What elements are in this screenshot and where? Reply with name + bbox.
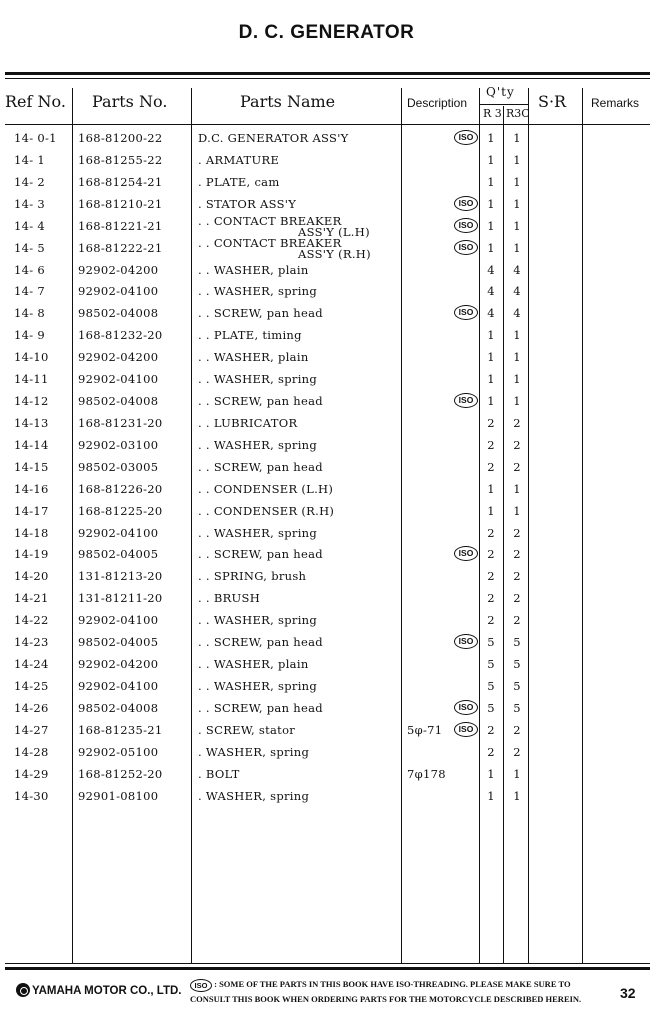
header-sr: S·R: [538, 92, 567, 111]
table-row: [0, 263, 653, 285]
page-title: D. C. GENERATOR: [238, 22, 415, 43]
table-row: [0, 723, 653, 745]
qty-r3: 1: [487, 196, 495, 211]
qty-r3c: 1: [513, 394, 521, 409]
ref-number: 14-29: [14, 766, 49, 781]
qty-r3: 1: [487, 240, 495, 255]
qty-r3c: 1: [513, 503, 521, 518]
part-number: 92901-08100: [78, 788, 159, 803]
part-number: 92902-04100: [78, 679, 159, 693]
part-number: 92902-03100: [78, 437, 159, 452]
ref-number: 14- 7: [14, 284, 45, 299]
qty-r3c: 1: [513, 766, 521, 781]
iso-mark-icon: ISO: [190, 979, 212, 992]
qty-r3: 5: [487, 679, 495, 693]
part-number: 92902-04100: [78, 284, 159, 299]
qty-r3c: 2: [513, 722, 521, 737]
qty-r3c: 1: [513, 152, 521, 167]
iso-mark-icon: [454, 545, 478, 561]
part-name: . . WASHER, plain: [198, 350, 309, 365]
part-name: . . SCREW, pan head: [198, 635, 323, 650]
table-row: [0, 235, 653, 263]
qty-r3: 2: [487, 722, 495, 737]
table-row: [0, 153, 653, 175]
top-rule-thick: [5, 72, 650, 75]
table-row: [0, 284, 653, 306]
iso-badge-label: ISO: [454, 546, 478, 561]
part-name: . . CONDENSER (L.H): [198, 481, 334, 496]
bottom-rule-thick: [5, 967, 650, 970]
part-number: 168-81226-20: [78, 481, 163, 496]
part-name: . STATOR ASS'Y: [198, 196, 297, 211]
qty-r3c: 2: [513, 591, 521, 606]
qty-r3: 1: [487, 503, 495, 518]
qty-r3: 1: [487, 131, 495, 145]
part-name-continued: ASS'Y (R.H): [298, 246, 371, 261]
part-number: 168-81252-20: [78, 766, 163, 781]
qty-r3c: 4: [513, 284, 521, 299]
table-row: [0, 306, 653, 328]
part-name: . ARMATURE: [198, 152, 280, 167]
qty-r3: 2: [487, 591, 495, 606]
part-name: . . SCREW, pan head: [198, 306, 323, 321]
qty-r3: 2: [487, 437, 495, 452]
qty-r3c: 5: [513, 700, 521, 715]
qty-r3c: 2: [513, 569, 521, 584]
ref-number: 14-13: [14, 415, 49, 430]
table-row: [0, 131, 653, 153]
part-number: 98502-03005: [78, 459, 159, 474]
header-ref-no: Ref No.: [5, 92, 66, 111]
iso-badge-label: ISO: [454, 130, 478, 145]
qty-r3c: 5: [513, 635, 521, 650]
part-name: . . SCREW, pan head: [198, 394, 323, 409]
iso-badge-label: ISO: [454, 393, 478, 408]
qty-subheader-rule: [479, 104, 528, 105]
table-row: [0, 657, 653, 679]
table-row: [0, 350, 653, 372]
qty-r3c: 2: [513, 415, 521, 430]
table-row: [0, 547, 653, 569]
qty-r3c: 1: [513, 174, 521, 189]
qty-r3c: 1: [513, 328, 521, 343]
qty-r3: 2: [487, 569, 495, 584]
footnote-line-1: : SOME OF THE PARTS IN THIS BOOK HAVE ISO-THREADING. PLEASE MAKE SURE TO: [214, 979, 571, 989]
table-row: [0, 635, 653, 657]
part-name: . PLATE, cam: [198, 174, 280, 189]
qty-r3c: 1: [513, 350, 521, 365]
part-number: 168-81255-22: [78, 152, 163, 167]
ref-number: 14-12: [14, 394, 49, 409]
table-row: [0, 591, 653, 613]
ref-number: 14-15: [14, 459, 49, 474]
iso-mark-icon: [454, 721, 478, 737]
ref-number: 14-20: [14, 569, 49, 584]
ref-number: 14-16: [14, 481, 49, 496]
part-number: 168-81200-22: [78, 131, 163, 145]
ref-number: 14- 1: [14, 152, 45, 167]
part-name: . . WASHER, plain: [198, 262, 309, 277]
part-number: 98502-04008: [78, 700, 159, 715]
description-value: 5φ-71: [407, 722, 443, 737]
iso-badge-label: ISO: [454, 196, 478, 211]
part-number: 98502-04008: [78, 306, 159, 321]
company-name: YAMAHA MOTOR CO., LTD.: [32, 985, 182, 997]
iso-badge-label: ISO: [454, 634, 478, 649]
qty-r3: 4: [487, 306, 495, 321]
ref-number: 14-18: [14, 525, 49, 540]
part-name: . . SCREW, pan head: [198, 459, 323, 474]
table-row: [0, 394, 653, 416]
iso-badge-label: ISO: [454, 218, 478, 233]
qty-r3c: 1: [513, 788, 521, 803]
qty-r3: 2: [487, 459, 495, 474]
qty-r3: 1: [487, 394, 495, 409]
qty-r3c: 1: [513, 196, 521, 211]
ref-number: 14- 2: [14, 174, 45, 189]
qty-r3: 5: [487, 700, 495, 715]
iso-mark-icon: [454, 239, 478, 255]
qty-r3: 2: [487, 415, 495, 430]
iso-mark-icon: [454, 392, 478, 408]
ref-number: 14-30: [14, 788, 49, 803]
header-parts-name: Parts Name: [240, 92, 336, 111]
iso-badge-label: ISO: [454, 722, 478, 737]
footnote-line-2: CONSULT THIS BOOK WHEN ORDERING PARTS FOR THE MOTORCYCLE DESCRIBED HEREIN.: [190, 993, 582, 1004]
header-rule: [5, 124, 650, 125]
part-name: . . PLATE, timing: [198, 328, 302, 343]
ref-number: 14- 8: [14, 306, 45, 321]
ref-number: 14-10: [14, 350, 49, 365]
header-remarks: Remarks: [591, 96, 640, 110]
top-rule-thin: [5, 78, 650, 79]
part-name-continued: ASS'Y (L.H): [298, 224, 370, 239]
qty-r3c: 2: [513, 437, 521, 452]
ref-number: 14-28: [14, 744, 49, 759]
part-number: 168-81221-21: [78, 218, 163, 233]
qty-r3c: 2: [513, 459, 521, 474]
part-name: . . SCREW, pan head: [198, 547, 323, 562]
part-name: . . CONDENSER (R.H): [198, 503, 335, 518]
qty-r3c: 1: [513, 240, 521, 255]
qty-r3c: 1: [513, 481, 521, 496]
qty-r3c: 5: [513, 679, 521, 693]
header-parts-no: Parts No.: [92, 92, 168, 111]
qty-r3: 5: [487, 657, 495, 672]
qty-r3: 2: [487, 744, 495, 759]
qty-r3c: 1: [513, 218, 521, 233]
part-name: . . LUBRICATOR: [198, 415, 298, 430]
table-row: [0, 526, 653, 548]
table-row: [0, 767, 653, 789]
bottom-rule-thin: [5, 963, 650, 964]
qty-r3: 2: [487, 613, 495, 628]
qty-r3: 4: [487, 262, 495, 277]
ref-number: 14-11: [14, 372, 49, 387]
table-row: [0, 460, 653, 482]
qty-r3c: 5: [513, 657, 521, 672]
company-logo: [16, 983, 182, 997]
part-name: . . SCREW, pan head: [198, 700, 323, 715]
table-row: [0, 482, 653, 504]
qty-r3: 4: [487, 284, 495, 299]
part-name: . . CONTACT BREAKER: [198, 235, 342, 250]
yamaha-tuning-fork-icon: [16, 983, 30, 997]
qty-r3: 1: [487, 152, 495, 167]
ref-number: 14-24: [14, 657, 49, 672]
qty-r3: 5: [487, 635, 495, 650]
qty-r3c: 2: [513, 547, 521, 562]
part-number: 92902-05100: [78, 744, 159, 759]
part-name: . BOLT: [198, 766, 240, 781]
iso-mark-icon: [454, 195, 478, 211]
header-qty: Q'ty: [486, 85, 515, 99]
page-number: 32: [620, 985, 636, 1001]
part-number: 92902-04200: [78, 262, 159, 277]
description-value: 7φ178: [407, 766, 446, 781]
part-number: 131-81211-20: [78, 591, 163, 606]
ref-number: 14- 6: [14, 262, 45, 277]
qty-r3: 1: [487, 328, 495, 343]
iso-mark-icon: [454, 129, 478, 145]
table-row: [0, 328, 653, 350]
ref-number: 14- 3: [14, 196, 45, 211]
part-name: D.C. GENERATOR ASS'Y: [198, 131, 349, 145]
part-number: 168-81222-21: [78, 240, 163, 255]
part-name: . . CONTACT BREAKER: [198, 213, 342, 228]
part-number: 168-81225-20: [78, 503, 163, 518]
ref-number: 14-22: [14, 613, 49, 628]
ref-number: 14- 0-1: [14, 131, 57, 145]
table-row: [0, 701, 653, 723]
iso-badge-label: ISO: [454, 305, 478, 320]
part-name: . . WASHER, spring: [198, 525, 318, 540]
table-row: [0, 745, 653, 767]
table-row: [0, 569, 653, 591]
ref-number: 14-25: [14, 679, 49, 693]
iso-footnote: [190, 977, 581, 1006]
part-number: 92902-04100: [78, 372, 159, 387]
part-name: . . SPRING, brush: [198, 569, 307, 584]
qty-r3c: 4: [513, 262, 521, 277]
part-number: 168-81235-21: [78, 722, 163, 737]
part-number: 92902-04100: [78, 613, 159, 628]
table-row: [0, 613, 653, 635]
ref-number: 14- 4: [14, 218, 45, 233]
ref-number: 14-26: [14, 700, 49, 715]
iso-badge-label: ISO: [454, 700, 478, 715]
part-number: 168-81231-20: [78, 415, 163, 430]
ref-number: 14- 9: [14, 328, 45, 343]
part-name: . . WASHER, spring: [198, 437, 318, 452]
header-r3c: R3C: [506, 107, 530, 120]
qty-r3: 1: [487, 766, 495, 781]
qty-r3: 1: [487, 372, 495, 387]
part-number: 168-81232-20: [78, 328, 163, 343]
header-description: Description: [407, 96, 468, 110]
qty-r3c: 1: [513, 131, 521, 145]
table-row: [0, 372, 653, 394]
part-name: . WASHER, spring: [198, 788, 310, 803]
table-row: [0, 438, 653, 460]
part-name: . . WASHER, plain: [198, 657, 309, 672]
ref-number: 14-23: [14, 635, 49, 650]
part-number: 131-81213-20: [78, 569, 163, 584]
qty-r3: 1: [487, 481, 495, 496]
qty-r3c: 2: [513, 744, 521, 759]
qty-r3: 1: [487, 350, 495, 365]
part-number: 98502-04005: [78, 547, 159, 562]
ref-number: 14-19: [14, 547, 49, 562]
part-name: . . WASHER, spring: [198, 284, 318, 299]
part-name: . . WASHER, spring: [198, 613, 318, 628]
part-number: 98502-04008: [78, 394, 159, 409]
table-row: [0, 175, 653, 197]
table-row: [0, 416, 653, 438]
part-number: 168-81254-21: [78, 174, 163, 189]
part-name: . . WASHER, spring: [198, 372, 318, 387]
qty-r3: 1: [487, 788, 495, 803]
qty-r3: 2: [487, 525, 495, 540]
iso-mark-icon: [454, 217, 478, 233]
part-number: 92902-04100: [78, 525, 159, 540]
qty-r3: 2: [487, 547, 495, 562]
ref-number: 14-14: [14, 437, 49, 452]
qty-r3: 1: [487, 218, 495, 233]
part-number: 92902-04200: [78, 657, 159, 672]
qty-r3c: 4: [513, 306, 521, 321]
part-number: 92902-04200: [78, 350, 159, 365]
table-row: [0, 789, 653, 811]
ref-number: 14-17: [14, 503, 49, 518]
part-name: . . BRUSH: [198, 591, 261, 606]
table-row: [0, 679, 653, 701]
qty-r3c: 2: [513, 525, 521, 540]
ref-number: 14-21: [14, 591, 49, 606]
part-number: 98502-04005: [78, 635, 159, 650]
iso-mark-icon: [454, 699, 478, 715]
part-name: . SCREW, stator: [198, 722, 296, 737]
ref-number: 14-27: [14, 722, 49, 737]
part-name: . WASHER, spring: [198, 744, 310, 759]
iso-mark-icon: [454, 304, 478, 320]
qty-r3c: 2: [513, 613, 521, 628]
iso-mark-icon: [454, 633, 478, 649]
part-name: . . WASHER, spring: [198, 679, 318, 693]
qty-r3c: 1: [513, 372, 521, 387]
iso-badge-label: ISO: [454, 240, 478, 255]
qty-r3: 1: [487, 174, 495, 189]
header-r3: R 3: [483, 107, 502, 120]
table-row: [0, 504, 653, 526]
ref-number: 14- 5: [14, 240, 45, 255]
part-number: 168-81210-21: [78, 196, 163, 211]
